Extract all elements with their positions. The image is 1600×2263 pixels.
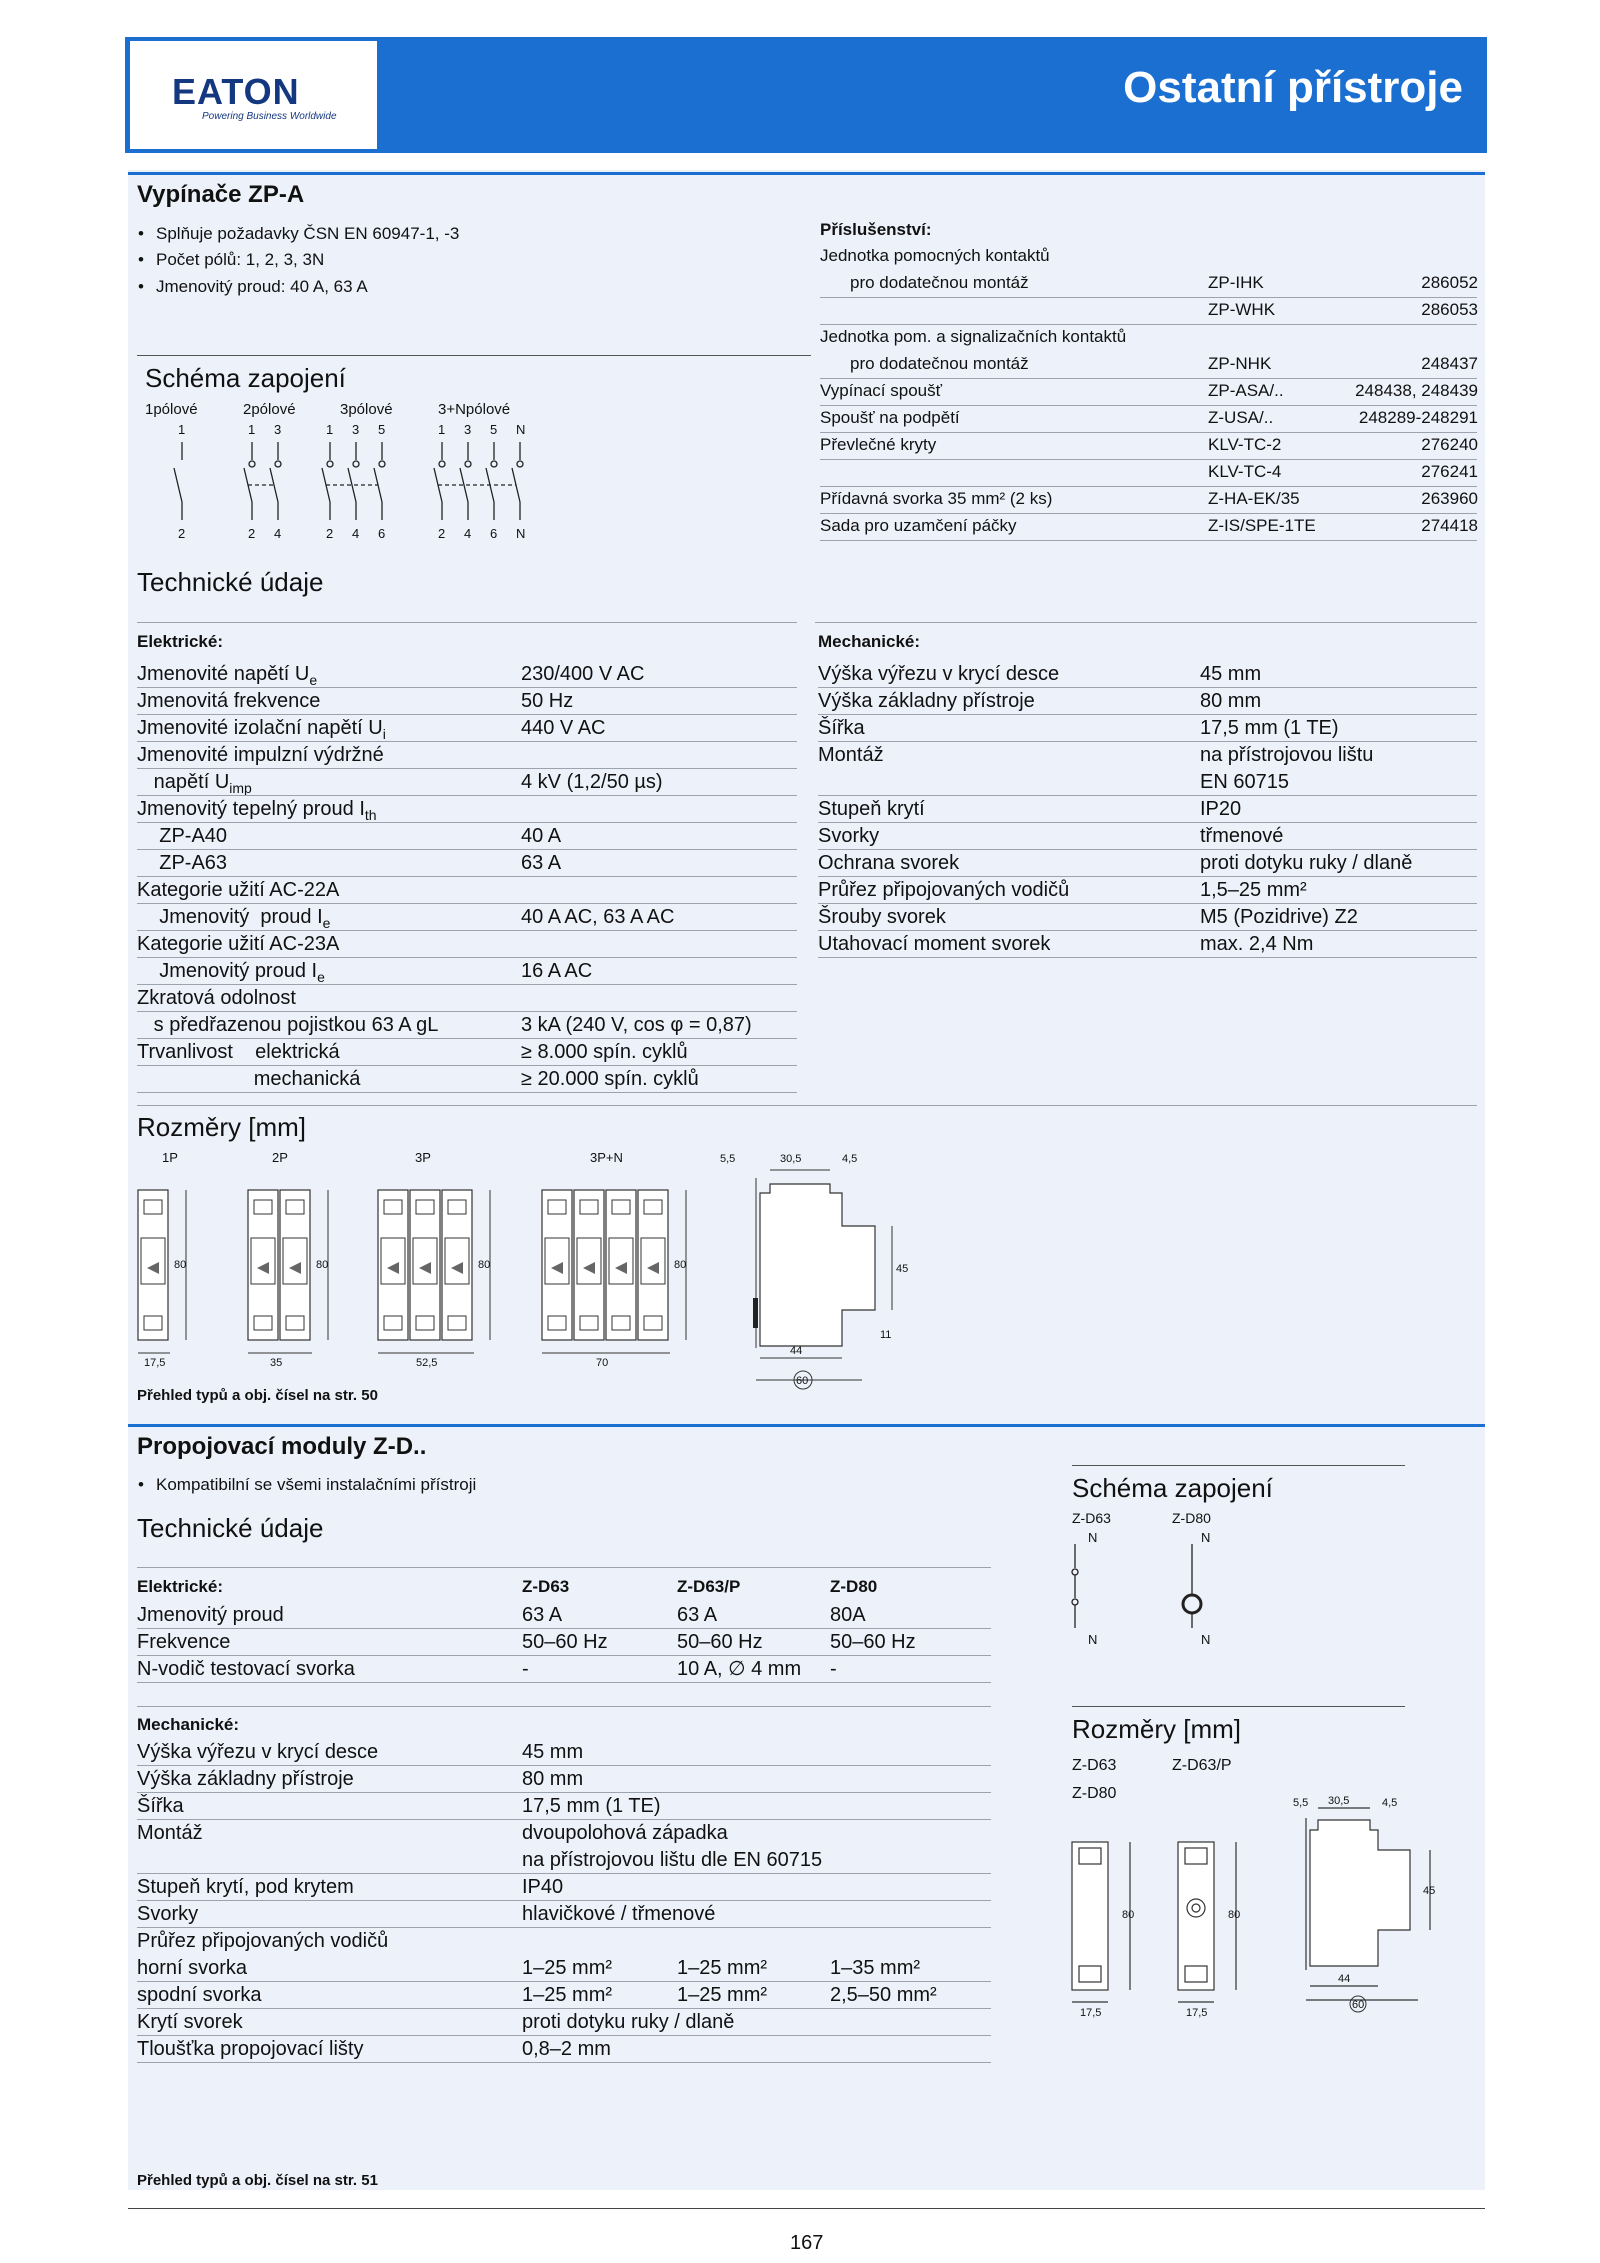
electric-value: 230/400 V AC [521, 663, 645, 685]
mechanical-value: IP20 [1200, 798, 1242, 820]
label-text: Kategorie užití AC-22A [137, 879, 340, 901]
svg-text:N: N [1201, 1632, 1211, 1647]
zd-mechanical-label: Stupeň krytí, pod krytem [137, 1876, 354, 1898]
svg-text:80: 80 [174, 1259, 187, 1271]
row-divider [818, 714, 1477, 715]
accessory-name: Spoušť na podpětí [820, 408, 960, 427]
svg-text:5: 5 [378, 422, 386, 437]
zd-electric-value: 63 A [677, 1604, 718, 1626]
label-text: s předřazenou pojistkou 63 A gL [137, 1014, 439, 1036]
mechanical-value: 80 mm [1200, 690, 1262, 712]
svg-text:35: 35 [270, 1357, 283, 1369]
row-divider [818, 741, 1477, 742]
accessory-name: Převlečné kryty [820, 435, 937, 454]
label-subscript: e [322, 915, 331, 931]
row-divider [818, 957, 1477, 958]
accessory-name: Jednotka pomocných kontaktů [820, 246, 1050, 265]
svg-text:3: 3 [274, 422, 282, 437]
accessory-number: 286052 [1421, 273, 1478, 292]
label-text: Jmenovitý tepelný proud I [137, 798, 365, 820]
svg-text:1: 1 [438, 422, 446, 437]
schema-label-1p: 1pólové [145, 401, 198, 418]
zd-dims-title: Rozměry [mm] [1072, 1714, 1241, 1744]
svg-text:80: 80 [1228, 1909, 1241, 1921]
zd-tech-title: Technické údaje [137, 1513, 324, 1543]
label-text: Jmenovitý proud I [137, 960, 318, 982]
zd-electric-label: N-vodič testovací svorka [137, 1658, 355, 1680]
zd-mechanical-value: 80 mm [522, 1768, 584, 1790]
accessory-name: Jednotka pom. a signalizačních kontaktů [820, 327, 1127, 346]
electric-value: 3 kA (240 V, cos φ = 0,87) [521, 1014, 752, 1036]
zpa-dims-title: Rozměry [mm] [137, 1112, 306, 1142]
label-text: Jmenovité izolační napětí U [137, 717, 383, 739]
svg-text:2: 2 [438, 526, 446, 541]
label-text: ZP-A63 [137, 852, 228, 874]
electric-value: 16 A AC [521, 960, 593, 982]
accessory-type: Z-HA-EK/35 [1208, 489, 1300, 508]
accessory-type: Z-IS/SPE-1TE [1208, 516, 1316, 535]
zd-mechanical-value: 2,5–50 mm² [830, 1984, 937, 2006]
mechanical-value: M5 (Pozidrive) Z2 [1200, 906, 1358, 928]
mechanical-label: Šrouby svorek [818, 906, 946, 928]
zd-mechanical-label: Svorky [137, 1903, 199, 1925]
svg-text:60: 60 [1352, 1999, 1365, 2011]
row-divider [820, 459, 1477, 460]
accessory-name: pro dodatečnou montáž [850, 354, 1029, 373]
svg-text:5: 5 [490, 422, 498, 437]
zpa-bullet-2: • Počet pólů: 1, 2, 3, 3N [156, 249, 324, 270]
svg-text:N: N [1088, 1530, 1098, 1545]
electric-label [137, 742, 384, 768]
electric-label [137, 688, 320, 714]
zd-mechanical-value: 1–25 mm² [522, 1984, 613, 2006]
zd-electric-value: - [522, 1658, 529, 1680]
zd-mechanical-value: 0,8–2 mm [522, 2038, 611, 2060]
zd-electric-label: Frekvence [137, 1631, 231, 1653]
row-divider [137, 1682, 991, 1683]
zd-mechanical-value: 1–25 mm² [677, 1957, 768, 1979]
label-subscript: imp [229, 780, 252, 796]
zd-mechanical-label: Výška výřezu v krycí desce [137, 1741, 379, 1763]
label-text: Jmenovitý proud I [137, 906, 323, 928]
electric-label [137, 877, 339, 903]
zd-electric-value: 50–60 Hz [830, 1631, 916, 1653]
zd-mechanical-value: 1–35 mm² [830, 1957, 921, 1979]
svg-text:80: 80 [674, 1259, 687, 1271]
zd-mechanical-value: IP40 [522, 1876, 564, 1898]
zd-mechanical-label: Montáž [137, 1822, 203, 1844]
svg-text:N: N [516, 422, 526, 437]
label-subscript: i [382, 726, 386, 742]
logo-tagline: Powering Business Worldwide [202, 111, 337, 122]
accessories-title: Příslušenství: [820, 220, 932, 239]
row-divider [820, 405, 1477, 406]
svg-text:4: 4 [464, 526, 472, 541]
svg-text:30,5: 30,5 [780, 1153, 802, 1165]
mechanical-value: 1,5–25 mm² [1200, 879, 1307, 901]
zd-mechanical-value: proti dotyku ruky / dlaně [522, 2011, 735, 2033]
accessory-type: ZP-IHK [1208, 273, 1264, 292]
svg-text:2: 2 [326, 526, 334, 541]
label-text: Kategorie užití AC-23A [137, 933, 340, 955]
accessory-number: 276240 [1421, 435, 1478, 454]
row-divider [820, 378, 1477, 379]
label-text: napětí U [137, 771, 230, 793]
label-text: Jmenovitá frekvence [137, 690, 321, 712]
zd-dims-label-1: Z-D63 [1072, 1757, 1117, 1774]
accessory-name: Přídavná svorka 35 mm² (2 ks) [820, 489, 1053, 508]
svg-text:3: 3 [352, 422, 360, 437]
svg-text:N: N [1201, 1530, 1211, 1545]
zd-mechanical-value: na přístrojovou lištu dle EN 60715 [522, 1849, 823, 1871]
svg-text:2: 2 [178, 526, 186, 541]
svg-text:17,5: 17,5 [1080, 2007, 1102, 2019]
zd-mechanical-value: 1–25 mm² [522, 1957, 613, 1979]
label-text: Jmenovité napětí U [137, 663, 310, 685]
svg-text:11: 11 [880, 1329, 892, 1341]
zd-col-head-1: Z-D63 [522, 1577, 570, 1596]
zpa-footnote: Přehled typů a obj. čísel na str. 50 [137, 1387, 378, 1404]
mechanical-label: Svorky [818, 825, 880, 847]
svg-text:17,5: 17,5 [144, 1357, 166, 1369]
zd-mech-title: Mechanické: [137, 1715, 240, 1734]
svg-text:5,5: 5,5 [1293, 1797, 1309, 1809]
electric-label [137, 985, 296, 1011]
schema-label-3np: 3+Npólové [438, 401, 511, 418]
label-subscript: th [364, 807, 377, 823]
label-subscript: e [317, 969, 325, 985]
electric-value: 40 A AC, 63 A AC [521, 906, 675, 928]
electric-label [137, 1066, 360, 1092]
svg-text:1: 1 [178, 422, 186, 437]
row-divider [137, 849, 797, 850]
svg-text:1P: 1P [162, 1150, 178, 1165]
zpa-dimension-drawing [130, 1148, 930, 1398]
page-title: Ostatní přístroje [1123, 63, 1463, 112]
accessory-type: Z-USA/.. [1208, 408, 1274, 427]
mechanical-value: max. 2,4 Nm [1200, 933, 1314, 955]
electric-value: ≥ 20.000 spín. cyklů [521, 1068, 699, 1090]
zd-mechanical-label: Průřez připojovaných vodičů [137, 1930, 389, 1952]
accessory-type: KLV-TC-4 [1208, 462, 1282, 481]
zd-dimension-drawing [1060, 1790, 1480, 2030]
svg-text:60: 60 [796, 1375, 809, 1387]
zpa-wiring-schema [160, 420, 580, 545]
zpa-schema-title: Schéma zapojení [145, 363, 346, 393]
electric-label [137, 823, 227, 849]
accessory-number: 286053 [1421, 300, 1478, 319]
row-divider [137, 822, 797, 823]
zd-schema-label-1: Z-D63 [1072, 1510, 1111, 1526]
electric-label [137, 1039, 340, 1065]
svg-text:6: 6 [378, 526, 386, 541]
zd-mechanical-value: dvoupolohová západka [522, 1822, 728, 1844]
svg-text:80: 80 [316, 1259, 329, 1271]
zd-electric-value: 10 A, ∅ 4 mm [677, 1658, 802, 1680]
mechanical-label: Ochrana svorek [818, 852, 960, 874]
zd-col-head-2: Z-D63/P [677, 1577, 741, 1596]
accessory-number: 248437 [1421, 354, 1478, 373]
mechanical-label: Stupeň krytí [818, 798, 925, 820]
row-divider [820, 486, 1477, 487]
zd-electric-value: 50–60 Hz [677, 1631, 763, 1653]
svg-text:44: 44 [1338, 1973, 1351, 1985]
svg-text:3: 3 [464, 422, 472, 437]
svg-text:45: 45 [1423, 1885, 1436, 1897]
svg-text:N: N [1088, 1632, 1098, 1647]
svg-text:4,5: 4,5 [842, 1153, 858, 1165]
schema-label-3p: 3pólové [340, 401, 393, 418]
accessory-number: 274418 [1421, 516, 1478, 535]
accessory-number: 248289-248291 [1358, 408, 1478, 427]
zd-mechanical-value: 1–25 mm² [677, 1984, 768, 2006]
row-divider [820, 432, 1477, 433]
electric-label [137, 850, 227, 876]
zd-mechanical-value: 17,5 mm (1 TE) [522, 1795, 661, 1817]
zd-wiring-schema [1070, 1528, 1250, 1648]
zpa-tech-title: Technické údaje [137, 567, 324, 597]
zd-mechanical-label: Krytí svorek [137, 2011, 243, 2033]
svg-text:30,5: 30,5 [1328, 1795, 1350, 1807]
svg-text:44: 44 [790, 1345, 803, 1357]
zd-electric-value: 50–60 Hz [522, 1631, 608, 1653]
accessory-type: ZP-NHK [1208, 354, 1272, 373]
zd-title: Propojovací moduly Z-D.. [137, 1433, 427, 1460]
mechanical-value: proti dotyku ruky / dlaně [1200, 852, 1413, 874]
zd-schema-label-2: Z-D80 [1172, 1510, 1211, 1526]
zd-bullet: • Kompatibilní se všemi instalačními přístroji [156, 1474, 476, 1495]
zd-electric-value: - [830, 1658, 837, 1680]
zpa-electric-title: Elektrické: [137, 632, 223, 651]
zd-mechanical-value: hlavičkové / třmenové [522, 1903, 716, 1925]
svg-text:4,5: 4,5 [1382, 1797, 1398, 1809]
mechanical-label: Výška výřezu v krycí desce [818, 663, 1060, 685]
svg-text:4: 4 [274, 526, 282, 541]
eaton-logo: EATON [172, 71, 300, 112]
accessory-type: ZP-WHK [1208, 300, 1276, 319]
label-text: Jmenovité impulzní výdržné [137, 744, 384, 766]
row-divider [137, 1092, 797, 1093]
svg-text:52,5: 52,5 [416, 1357, 438, 1369]
row-divider [137, 2062, 991, 2063]
label-subscript: e [309, 672, 318, 688]
label-text: ZP-A40 [137, 825, 228, 847]
mechanical-value: EN 60715 [1200, 771, 1289, 793]
zpa-bullet-3: • Jmenovitý proud: 40 A, 63 A [156, 276, 368, 297]
mechanical-value: 45 mm [1200, 663, 1262, 685]
svg-text:2: 2 [248, 526, 256, 541]
label-text: Zkratová odolnost [137, 987, 296, 1009]
electric-label [137, 1012, 438, 1038]
electric-value: 40 A [521, 825, 562, 847]
schema-label-2p: 2pólové [243, 401, 296, 418]
mechanical-label: Průřez připojovaných vodičů [818, 879, 1070, 901]
svg-text:1: 1 [326, 422, 334, 437]
label-text: Trvanlivost elektrická [137, 1041, 340, 1063]
zd-schema-title: Schéma zapojení [1072, 1473, 1273, 1503]
mechanical-label: Utahovací moment svorek [818, 933, 1051, 955]
row-divider [820, 540, 1477, 541]
zpa-mech-title: Mechanické: [818, 632, 921, 651]
electric-label [137, 931, 339, 957]
svg-text:3P+N: 3P+N [590, 1150, 623, 1165]
mechanical-label: Šířka [818, 717, 865, 739]
accessory-type: KLV-TC-2 [1208, 435, 1282, 454]
electric-value: ≥ 8.000 spín. cyklů [521, 1041, 688, 1063]
accessory-name: Vypínací spoušť [820, 381, 942, 400]
svg-text:80: 80 [478, 1259, 491, 1271]
accessory-number: 248438, 248439 [1355, 381, 1478, 400]
electric-value: 50 Hz [521, 690, 574, 712]
zd-mechanical-value: 45 mm [522, 1741, 584, 1763]
label-text: mechanická [137, 1068, 361, 1090]
zd-dims-label-3: Z-D63/P [1172, 1757, 1232, 1774]
zd-mechanical-label: Šířka [137, 1795, 184, 1817]
accessory-number: 276241 [1421, 462, 1478, 481]
zd-mechanical-label: horní svorka [137, 1957, 248, 1979]
zd-footnote: Přehled typů a obj. čísel na str. 51 [137, 2172, 378, 2189]
row-divider [818, 822, 1477, 823]
page-number: 167 [790, 2232, 824, 2254]
accessory-name: Sada pro uzamčení páčky [820, 516, 1017, 535]
logo-box [130, 41, 377, 149]
zd-mechanical-label: Tloušťka propojovací lišty [137, 2038, 364, 2060]
svg-text:70: 70 [596, 1357, 609, 1369]
zd-mechanical-label: Výška základny přístroje [137, 1768, 354, 1790]
zpa-title: Vypínače ZP-A [137, 181, 305, 208]
row-divider [820, 297, 1477, 298]
svg-text:80: 80 [1122, 1909, 1135, 1921]
mechanical-value: na přístrojovou lištu [1200, 744, 1374, 766]
mechanical-label: Montáž [818, 744, 884, 766]
mechanical-label: Výška základny přístroje [818, 690, 1035, 712]
mechanical-value: třmenové [1200, 825, 1284, 847]
svg-text:17,5: 17,5 [1186, 2007, 1208, 2019]
zpa-bullet-1: • Splňuje požadavky ČSN EN 60947-1, -3 [156, 223, 459, 244]
zd-electric-label: Jmenovitý proud [137, 1604, 284, 1626]
row-divider [820, 324, 1477, 325]
zd-dims-label-2: Z-D80 [1072, 1785, 1117, 1802]
mechanical-value: 17,5 mm (1 TE) [1200, 717, 1339, 739]
svg-text:5,5: 5,5 [720, 1153, 736, 1165]
svg-text:1: 1 [248, 422, 256, 437]
accessory-type: ZP-ASA/.. [1208, 381, 1284, 400]
svg-text:45: 45 [896, 1263, 909, 1275]
svg-text:6: 6 [490, 526, 498, 541]
zd-col-head-3: Z-D80 [830, 1577, 878, 1596]
svg-text:3P: 3P [415, 1150, 431, 1165]
electric-value: 440 V AC [521, 717, 606, 739]
accessory-number: 263960 [1421, 489, 1478, 508]
svg-text:2P: 2P [272, 1150, 288, 1165]
zd-mechanical-label: spodní svorka [137, 1984, 262, 2006]
svg-text:N: N [516, 526, 526, 541]
row-divider [820, 513, 1477, 514]
svg-text:4: 4 [352, 526, 360, 541]
accessory-name: pro dodatečnou montáž [850, 273, 1029, 292]
zd-electric-title: Elektrické: [137, 1577, 223, 1596]
zd-electric-value: 80A [830, 1604, 866, 1626]
electric-value: 4 kV (1,2/50 µs) [521, 771, 663, 793]
zd-electric-value: 63 A [522, 1604, 563, 1626]
electric-value: 63 A [521, 852, 562, 874]
